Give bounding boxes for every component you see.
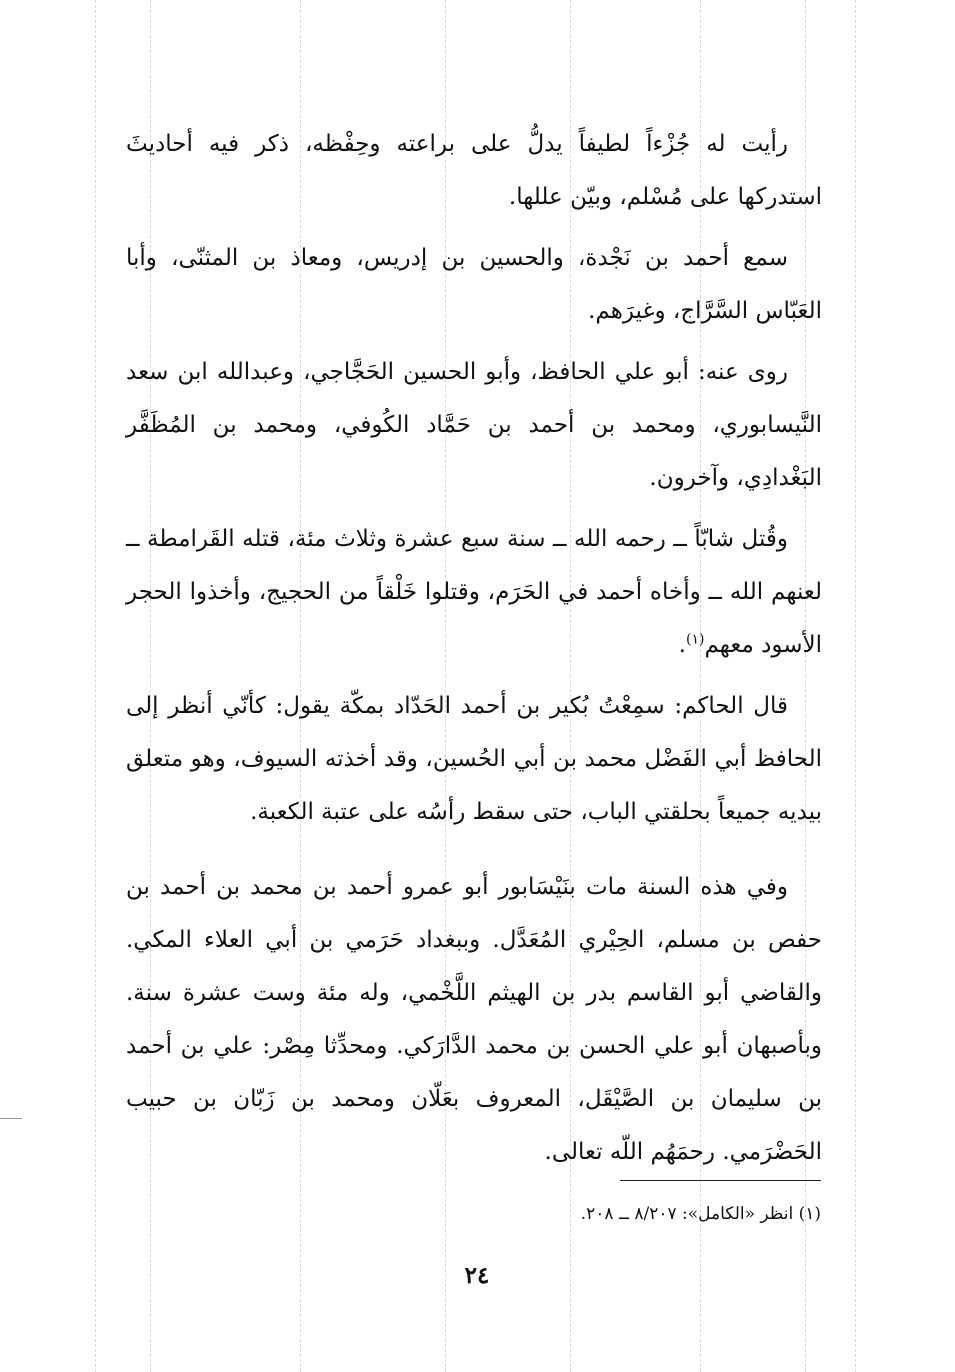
paragraph: قال الحاكم: سمِعْتُ بُكير بن أحمد الحَدّاد بمكّة يقول: كأنّي أنظر إلى الحافظ أبي الفَضْل محمد بن أبي الحُسين، وقد أخذته السيوف، وهو متعلق بيديه جميعاً بحلقتي الباب، حتى سقط رأسُه على عتبة الكعبة.: [126, 693, 822, 825]
scan-guide-line: [855, 0, 856, 1372]
footnote-divider: [620, 1180, 821, 1181]
page-number: ٢٤: [464, 1262, 490, 1289]
footnote: (١) انظر «الكامل»: ٨/٢٠٧ ــ ٢٠٨.: [580, 1204, 821, 1224]
scan-guide-line: [95, 0, 96, 1372]
paragraph-end: .: [678, 632, 686, 658]
footnote-reference[interactable]: (١): [685, 631, 705, 648]
margin-mark: [0, 1118, 22, 1119]
paragraph-text: وقُتل شابّاً ــ رحمه الله ــ سنة سبع عشرة وثلاث مئة، قتله القَرامطة ــ لعنهم الله ــ وأخاه أحمد في الحَرَم، وقتلوا خَلْقاً من الحجيج، وأخذوا الحجر الأسود معهم: [126, 526, 822, 658]
paragraph: وفي هذه السنة مات بنَيْسَابور أبو عمرو أحمد بن محمد بن أحمد بن حفص بن مسلم، الحِيْري المُعَدَّل. وببغداد حَرَمي بن أبي العلاء المكي. والقاضي أبو القاسم بدر بن الهيثم اللَّخْمي، وله مئة وست عشرة سنة. وبأصبهان أبو علي الحسن بن محمد الدَّارَكي. ومحدِّثا مِصْر: علي بن أحمد بن سليمان بن الصَّيْقَل، المعروف بعَلّان ومحمد بن زَبّان بن حبيب الحَضْرَمي. رحمَهُم اللّه تعالى.: [126, 874, 822, 1165]
paragraph: رأيت له جُزْءاً لطيفاً يدلُّ على براعته وحِفْظه، ذكر فيه أحاديثَ استدركها على مُسْلم، وبيّن عللها.: [126, 131, 822, 210]
main-text: [126, 118, 822, 1187]
paragraph: [126, 513, 822, 672]
paragraph: روى عنه: أبو علي الحافظ، وأبو الحسين الحَجَّاجي، وعبدالله ابن سعد النَّيسابوري، ومحمد بن أحمد بن حَمَّاد الكُوفي، ومحمد بن المُظَفَّر البَغْدادِي، وآخرون.: [126, 359, 822, 491]
paragraph: سمع أحمد بن نَجْدة، والحسين بن إدريس، ومعاذ بن المثنّى، وأبا العَبّاس السَّرَّاج، وغيرَهم.: [126, 245, 822, 324]
